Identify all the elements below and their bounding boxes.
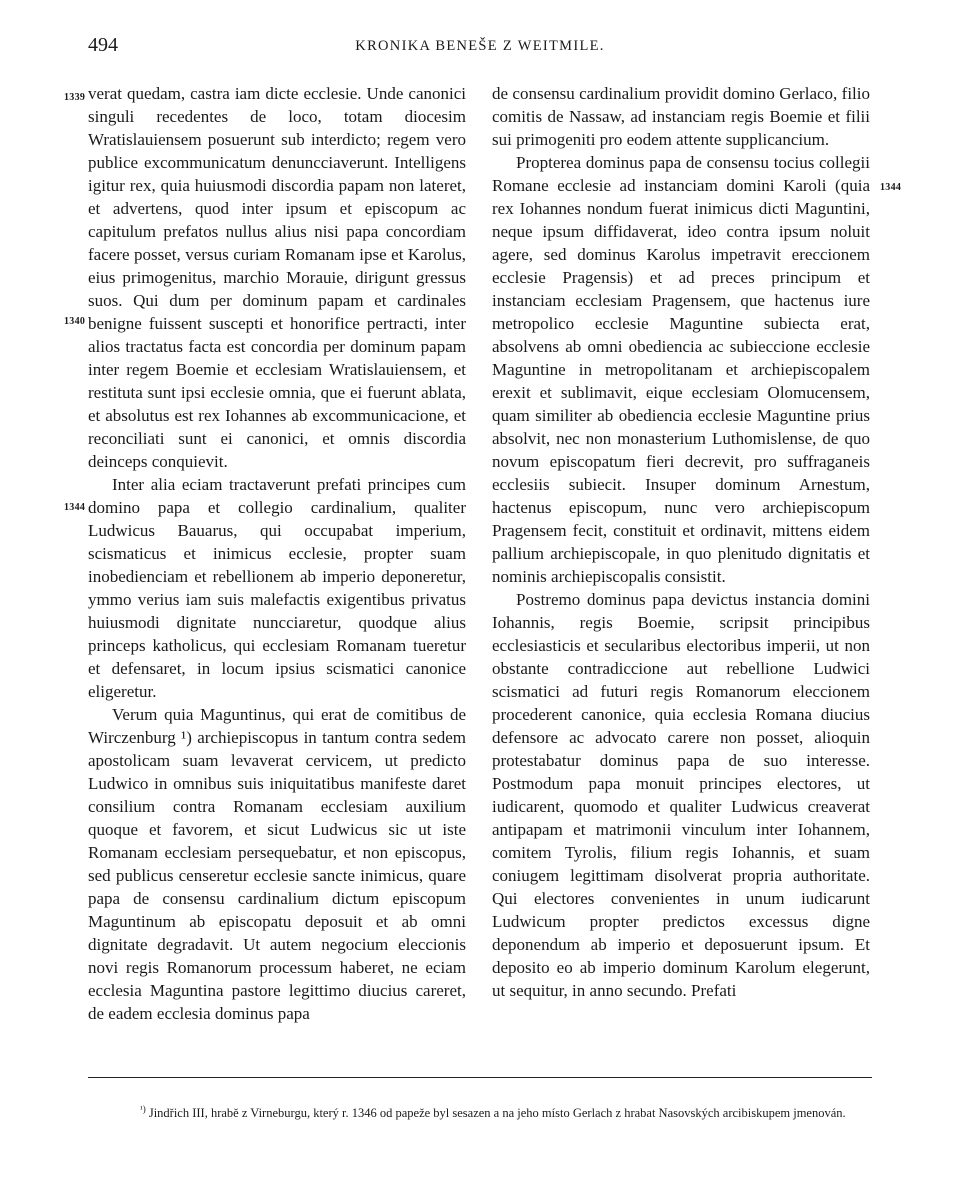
paragraph: de consensu cardinalium providit domino Gerlaco, filio comitis de Nassaw, ad instanciam regis Boemie et filii sui primogeniti pro eodem attente supplicancium.: [492, 84, 870, 149]
footnote-marker: ¹): [140, 1104, 146, 1114]
margin-year: 1344: [64, 502, 86, 513]
footnote-text: Jindřich III, hrabě z Virneburgu, který r. 1346 od papeže byl sesazen a na jeho místo Gerlach z hrabat Nasovských arcibiskupem jmenován.: [148, 1106, 846, 1121]
paragraph: Propterea dominus papa de consensu tocius collegii Romane ecclesie ad instanciam domini Karoli (quia rex Iohannes nondum fuerat inimicus dicti Maguntini, neque ipsum diffidaverat, ideo contra ipsum noluit agere, sed dominus Karolus impetravit ereccionem ecclesie Pragensis) et ad preces principum et instanciam ecclesiam Pragensem, que hactenus iure metropolico ecclesie Maguntine subiecta erat, absolvens ab omni obediencia ac subieccione ecclesie Maguntine in metropolitanam et archiepiscopalem erexit et sublimavit, eique ecclesiam Olomucensem, quam similiter ab obediencia ecclesie Maguntine prius absolvit, nec non monasterium Luthomislense, de quo novum episcopatum fieri decrevit, pro suffraganeis ecclesiis subiecit. Insuper dominum Arnestum, hactenus episcopum, nunc vero archiepiscopum Pragensem fecit, constituit et ordinavit, mittens eidem pallium archiepiscopale, in quo plenitudo dignitatis et nominis archiepiscopalis consistit.: [492, 153, 870, 586]
running-head: KRONIKA BENEŠE Z WEITMILE.: [355, 38, 605, 54]
paragraph: Inter alia eciam tractaverunt prefati principes cum domino papa et collegio cardinalium, qualiter Ludwicus Bauarus, qui occupabat imperium, scismaticus et inimicus ecclesie, propter suam inobedienciam et rebellionem ab imperio deponeretur, ymmo verius iam suis malefactis exigentibus privatus huiusmodi dignitate nuncciaretur, quodque alius princeps katholicus, qui ecclesiam Romanam tueretur et defensaret, in locum ipsius scismatici canonice eligeretur.: [88, 475, 466, 701]
footnote: [88, 1099, 872, 1123]
page-number: 494: [88, 34, 118, 56]
footnote-divider: [88, 1077, 872, 1078]
left-column: [88, 82, 466, 1025]
margin-year: 1340: [64, 316, 86, 327]
paragraph: verat quedam, castra iam dicte ecclesie. Unde canonici singuli recedentes de loco, totam diocesim Wratislauiensem posuerunt sub interdicto; regem vero publice excommunicatum denuncciaverunt. Intelligens igitur rex, quia huiusmodi discordia papam non lateret, et advertens, quod inter ipsum et episcopum ac capitulum prefatos nullus alius nisi papa concordiam facere posset, versus curiam Romanam ipse et Karolus, eius primogenitus, marchio Morauie, dirigunt gressus suos. Qui dum per dominum papam et cardinales benigne fuissent suscepti et honorifice pertracti, inter alios tractatus facta est concordia per dominum papam inter regem Boemie et ecclesiam Wratislauiensem, et restituta sunt ipsi ecclesie omnia, que ei fuerunt ablata, et absolutus est rex Iohannes ab excommunicacione, et reconciliati sunt ei canonici, et omnis discordia deinceps conquievit.: [88, 84, 466, 471]
page-header: [88, 34, 872, 58]
margin-year: 1339: [64, 92, 86, 103]
paragraph: Verum quia Maguntinus, qui erat de comitibus de Wirczenburg ¹) archiepiscopus in tantum contra sedem apostolicam suam levaverat cervicem, ut predicto Ludwico in omnibus suis iniquitatibus manifeste daret consilium contra Romanam ecclesiam auxilium quoque et favorem, et sicut Ludwicus sic ut iste Romanam ecclesiam persequebatur, et non episcopus, sed publicus censeretur ecclesie sancte inimicus, quare papa de consensu cardinalium dictum episcopum Maguntinum ab episcopatu deposuit et ab omni dignitate degradavit. Ut autem negocium eleccionis novi regis Romanorum processum haberet, ne eciam ecclesia Maguntina pastore legittimo diucius careret, de eadem ecclesia dominus papa: [88, 705, 466, 1023]
paragraph: Postremo dominus papa devictus instancia domini Iohannis, regis Boemie, scripsit principibus ecclesiasticis et secularibus electoribus imperii, ut non obstante contradiccione aut rebellione Ludwici scismatici ad futuri regis Romanorum eleccionem procederent canonice, quia ecclesia Romana diucius defensore ac advocato carere non posset, alioquin protestabatur dominus papa de suo interesse. Postmodum papa monuit principes electores, ut iudicarent, quomodo et qualiter Ludwicus creaverat antipapam et matrimonii vinculum inter Iohannem, comitem Tyrolis, filium regis Iohannis, et suam coniugem legittimam disolverat propria authoritate. Qui electores convenientes in unum iudicarunt Ludwicum propter predictos excessus digne deponendum ab imperio et deposuerunt ipsum. Et deposito eo ab imperio dominum Karolum elegerunt, ut sequitur, in anno secundo. Prefati: [492, 590, 870, 1000]
margin-year: 1344: [880, 182, 902, 193]
right-column: [492, 82, 870, 1002]
